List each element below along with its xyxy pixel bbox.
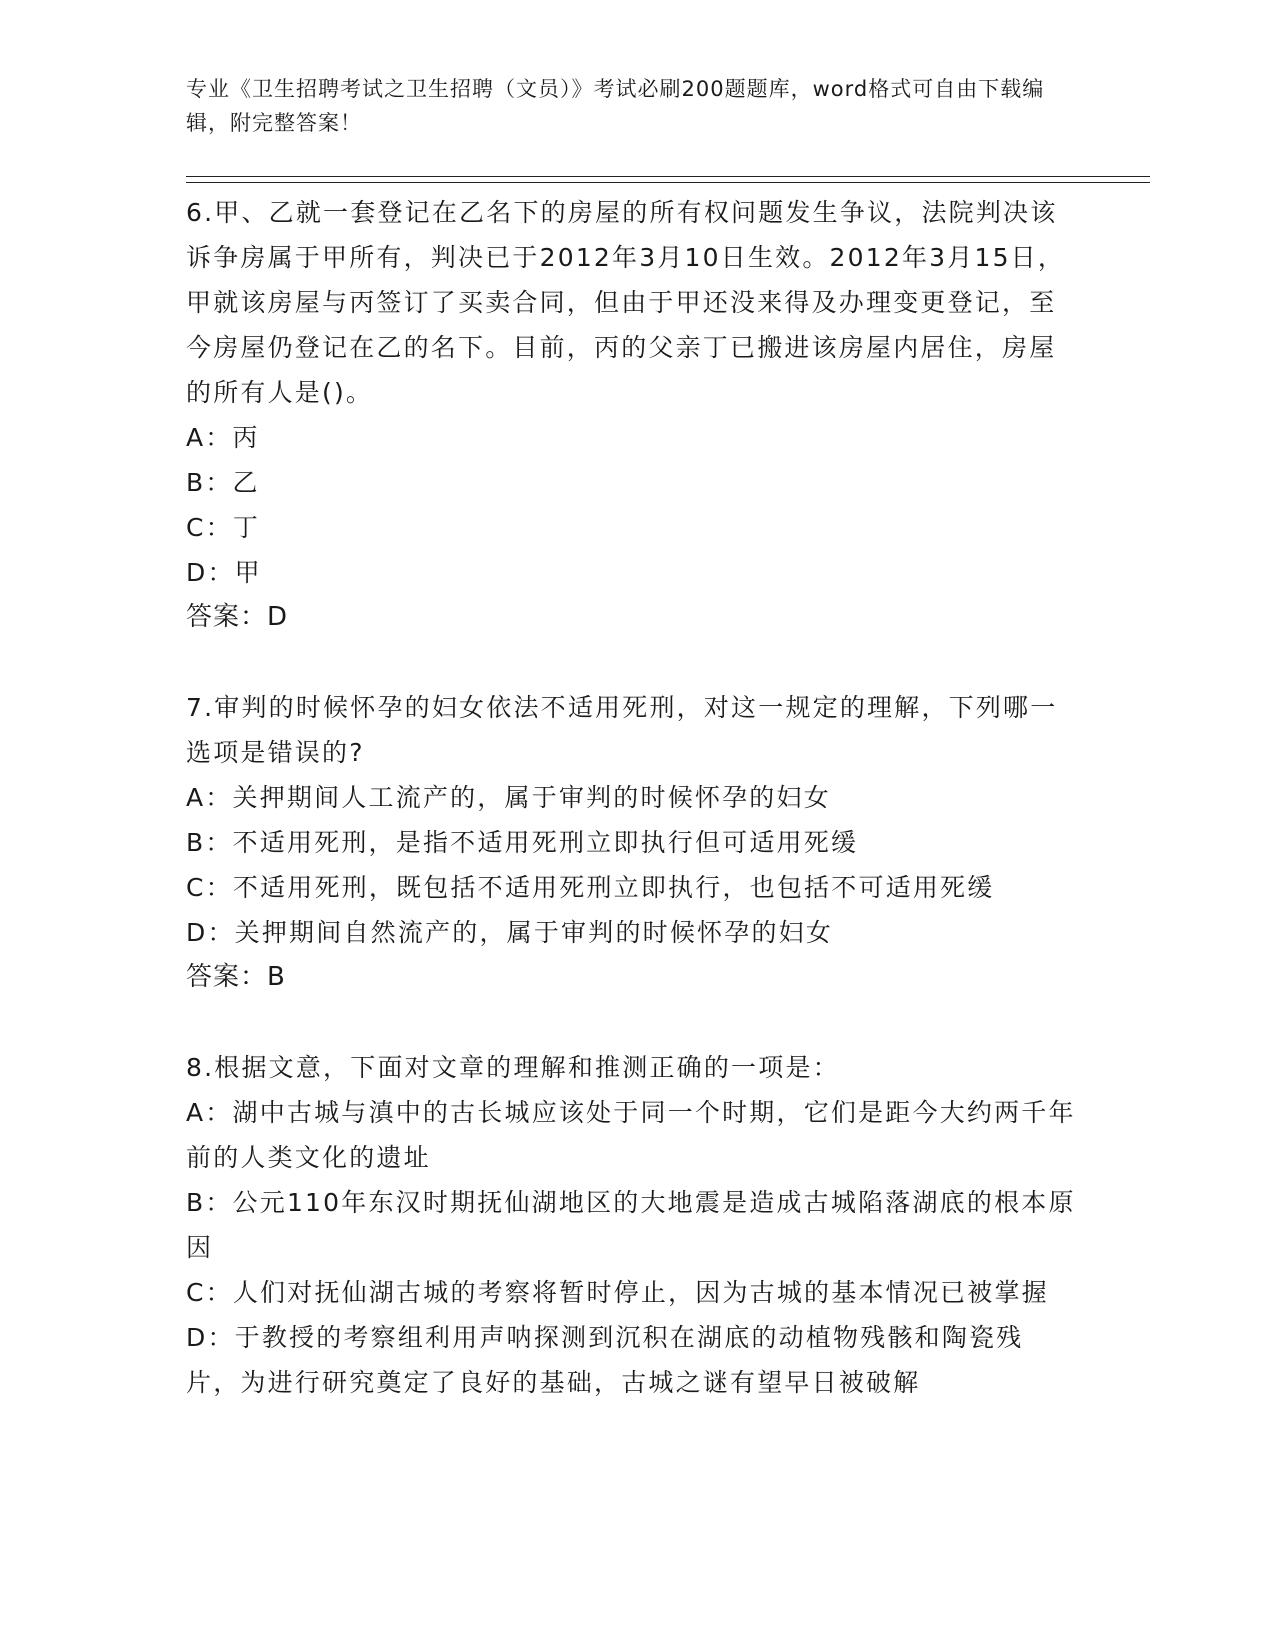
option-d: D：于教授的考察组利用声呐探测到沉积在湖底的动植物残骸和陶瓷残片，为进行研究奠定了良好的基础，古城之谜有望早日被破解 bbox=[186, 1323, 1024, 1397]
option-c: C：人们对抚仙湖古城的考察将暂时停止，因为古城的基本情况已被掌握 bbox=[186, 1278, 1049, 1307]
option-b: B：乙 bbox=[186, 468, 260, 497]
option-a: A：丙 bbox=[186, 423, 260, 452]
header-divider-top bbox=[186, 176, 1150, 177]
question-stem: 7.审判的时候怀孕的妇女依法不适用死刑，对这一规定的理解，下列哪一选项是错误的? bbox=[186, 693, 1058, 767]
question-spacer bbox=[186, 640, 1076, 685]
header-divider-bottom bbox=[186, 182, 1150, 183]
option-d: D：甲 bbox=[186, 558, 262, 587]
question-8 bbox=[186, 1045, 1076, 1405]
option-c: C：丁 bbox=[186, 513, 261, 542]
header-text: 专业《卫生招聘考试之卫生招聘（文员）》考试必刷200题题库，word格式可自由下载编辑，附完整答案！ bbox=[186, 77, 1045, 135]
option-c: C：不适用死刑，既包括不适用死刑立即执行，也包括不可适用死缓 bbox=[186, 873, 995, 902]
question-stem: 6.甲、乙就一套登记在乙名下的房屋的所有权问题发生争议，法院判决该诉争房属于甲所有，判决已于2012年3月10日生效。2012年3月15日，甲就该房屋与丙签订了买卖合同，但由于甲还没来得及办理变更登记，至今房屋仍登记在乙的名下。目前，丙的父亲丁已搬进该房屋内居住，房屋的所有人是()。 bbox=[186, 198, 1066, 407]
option-a: A：湖中古城与滇中的古长城应该处于同一个时期，它们是距今大约两千年前的人类文化的遗址 bbox=[186, 1098, 1076, 1172]
question-7 bbox=[186, 685, 1076, 1000]
question-spacer bbox=[186, 1000, 1076, 1045]
answer-line: 答案：B bbox=[186, 962, 286, 992]
option-d: D：关押期间自然流产的，属于审判的时候怀孕的妇女 bbox=[186, 918, 834, 947]
question-stem: 8.根据文意，下面对文章的理解和推测正确的一项是： bbox=[186, 1053, 840, 1082]
question-list bbox=[186, 190, 1076, 1405]
option-b: B：公元110年东汉时期抚仙湖地区的大地震是造成古城陷落湖底的根本原因 bbox=[186, 1188, 1076, 1262]
page-header bbox=[186, 72, 1066, 140]
option-b: B：不适用死刑，是指不适用死刑立即执行但可适用死缓 bbox=[186, 828, 859, 857]
question-6 bbox=[186, 190, 1076, 640]
option-a: A：关押期间人工流产的，属于审判的时候怀孕的妇女 bbox=[186, 783, 831, 812]
answer-line: 答案：D bbox=[186, 602, 289, 632]
